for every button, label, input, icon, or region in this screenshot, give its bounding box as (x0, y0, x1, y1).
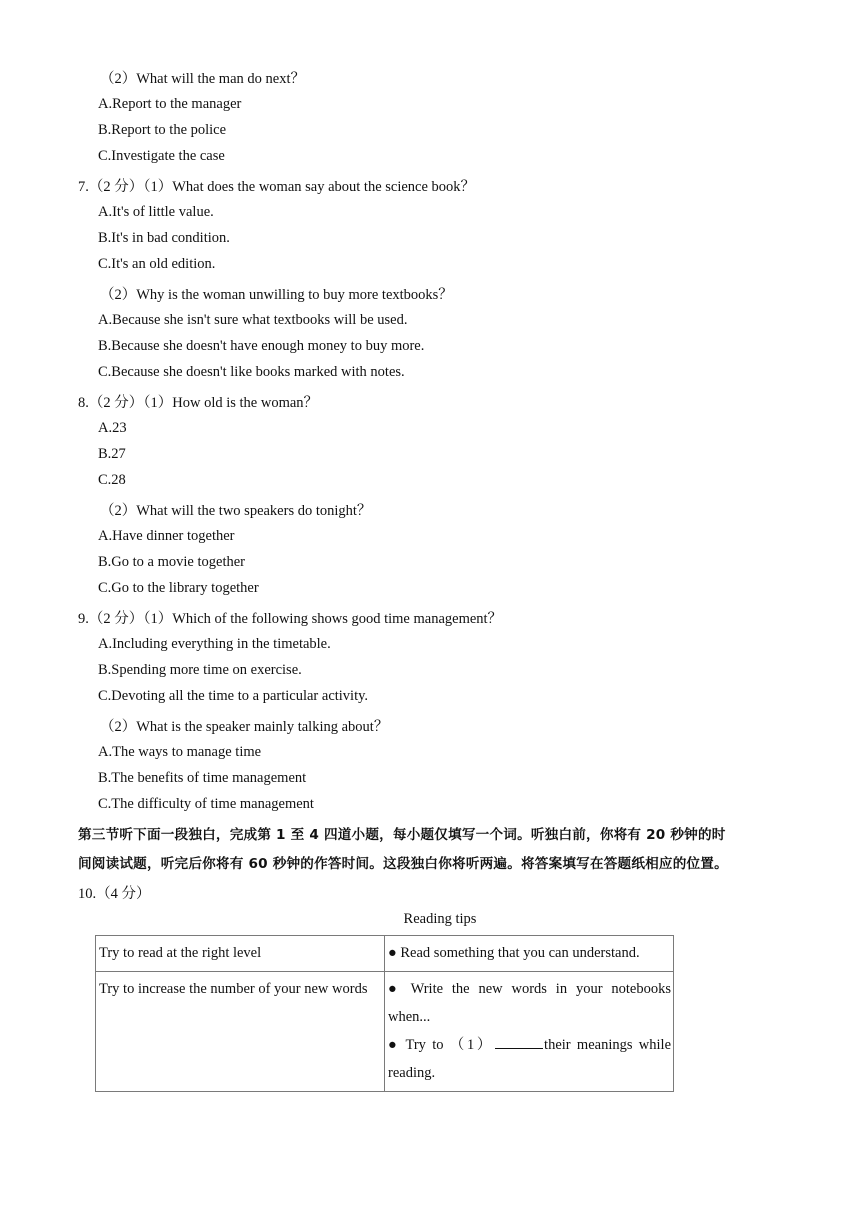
q7-p1-option-b: B.It's in bad condition. (98, 230, 230, 246)
table-row (96, 936, 674, 972)
q8-p2-option-a: A.Have dinner together (98, 528, 235, 544)
q9-p2-option-a: A.The ways to manage time (98, 744, 262, 760)
q8-part2-prompt: （2）What will the two speakers do tonight？ (100, 503, 372, 519)
row2-tip: Try to increase the number of your new words (96, 972, 385, 1092)
q7-p2-option-b: B.Because she doesn't have enough money to buy more. (98, 338, 425, 354)
q7-p2-option-c: C.Because she doesn't like books marked with notes. (98, 364, 405, 380)
q6-part2-prompt: （2）What will the man do next？ (100, 71, 305, 87)
reading-tips-table (95, 935, 674, 1092)
q8-p2-option-c: C.Go to the library together (98, 580, 259, 596)
q7-p1-option-a: A.It's of little value. (98, 204, 214, 220)
q9-p2-option-c: C.The difficulty of time management (98, 796, 314, 812)
answer-blank-1[interactable] (495, 1034, 543, 1049)
q6-option-c: C.Investigate the case (98, 148, 225, 164)
table-row (96, 972, 674, 1092)
q9-p1-option-b: B.Spending more time on exercise. (98, 662, 302, 678)
row2-detail-line3 (388, 1031, 671, 1059)
row2-detail-line1: ● Write the new words in your notebooks (388, 981, 671, 997)
q7-p2-option-a: A.Because she isn't sure what textbooks will be used. (98, 312, 408, 328)
q7-header: 7.（2 分）（1）What does the woman say about the science book？ (78, 179, 476, 195)
q9-p1-option-a: A.Including everything in the timetable. (98, 636, 331, 652)
q9-header: 9.（2 分）（1）Which of the following shows good time management？ (78, 611, 503, 627)
q7-p1-option-c: C.It's an old edition. (98, 256, 216, 272)
q9-p2-option-b: B.The benefits of time management (98, 770, 307, 786)
row2-line3-suffix: their meanings while (544, 1037, 672, 1053)
section3-instructions-line1: 第三节听下面一段独白，完成第 1 至 4 四道小题，每小题仅填写一个词。听独白前，你将有 20 秒钟的时 (78, 827, 726, 843)
q8-p2-option-b: B.Go to a movie together (98, 554, 245, 570)
section3-instructions-line2: 间阅读试题，听完后你将有 60 秒钟的作答时间。这段独白你将听两遍。将答案填写在答题纸相应的位置。 (78, 856, 728, 872)
q8-header: 8.（2 分）（1）How old is the woman？ (78, 395, 319, 411)
q9-p1-option-c: C.Devoting all the time to a particular activity. (98, 688, 369, 704)
q8-p1-option-b: B.27 (98, 446, 126, 462)
q8-p1-option-a: A.23 (98, 420, 127, 436)
q6-option-a: A.Report to the manager (98, 96, 242, 112)
q6-option-b: B.Report to the police (98, 122, 227, 138)
row1-tip: Try to read at the right level (96, 936, 385, 972)
row2-detail (385, 972, 674, 1092)
q8-p1-option-c: C.28 (98, 472, 126, 488)
row2-detail-line2: when... (388, 1009, 431, 1025)
row2-detail-line4: reading. (388, 1065, 436, 1081)
row1-detail: ● Read something that you can understand. (385, 936, 674, 972)
q10-header: 10.（4 分） (78, 886, 151, 902)
q7-part2-prompt: （2）Why is the woman unwilling to buy more textbooks？ (100, 287, 453, 303)
row2-line3-prefix: ● Try to （1） (388, 1037, 495, 1053)
q9-part2-prompt: （2）What is the speaker mainly talking about？ (100, 719, 389, 735)
table-title: Reading tips (403, 911, 477, 927)
